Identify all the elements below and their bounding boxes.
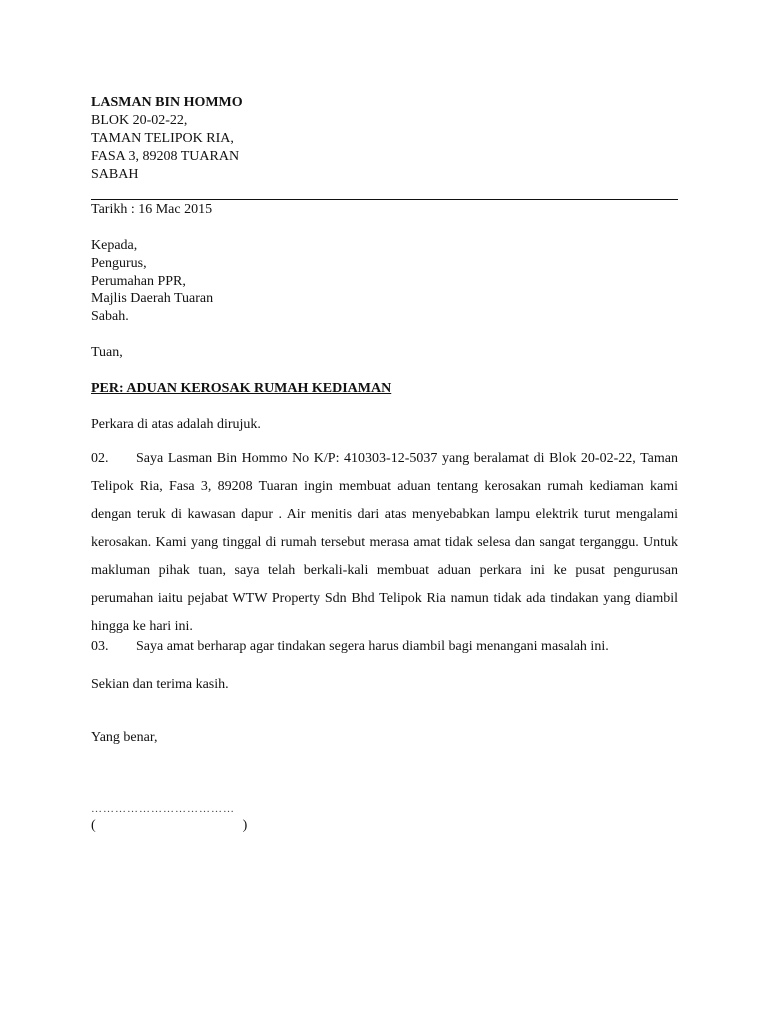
signature-line: ……………………………… (91, 803, 235, 815)
recipient-line-3: Perumahan PPR, (91, 274, 186, 289)
letter-date: Tarikh : 16 Mac 2015 (91, 202, 213, 217)
sender-address-line-1: BLOK 20-02-22, (91, 113, 188, 128)
recipient-line-2: Pengurus, (91, 256, 147, 271)
sender-address-line-4: SABAH (91, 167, 139, 182)
sender-address-line-3: FASA 3, 89208 TUARAN (91, 149, 240, 164)
recipient-line-4: Majlis Daerah Tuaran (91, 291, 214, 306)
name-placeholder: ( ) (91, 818, 248, 833)
paragraph-number: 03. (91, 639, 109, 654)
paragraph-number: 02. (91, 451, 109, 466)
closing-line: Sekian dan terima kasih. (91, 677, 229, 692)
header-divider (91, 199, 678, 200)
salutation: Tuan, (91, 345, 123, 360)
reference-line: Perkara di atas adalah dirujuk. (91, 417, 261, 432)
paragraph-03 (91, 633, 678, 661)
sender-address-line-2: TAMAN TELIPOK RIA, (91, 131, 234, 146)
recipient-line-5: Sabah. (91, 309, 129, 324)
letter-subject: PER: ADUAN KEROSAK RUMAH KEDIAMAN (91, 381, 392, 396)
paragraph-02 (91, 445, 678, 641)
paragraph-text: Saya Lasman Bin Hommo No K/P: 410303-12-5037 yang beralamat di Blok 20-02-22, Taman Telipok Ria, Fasa 3, 89208 Tuaran ingin membuat aduan tentang kerosakan rumah kediaman kami dengan teruk di kawasan dapur . Air menitis dari atas menyebabkan lampu elektrik turut mengalami kerosakan. Kami yang tinggal di rumah tersebut merasa amat tidak selesa dan sangat terganggu. Untuk makluman pihak tuan, saya telah berkali-kali membuat aduan perkara ini ke pusat pengurusan perumahan iaitu pejabat WTW Property Sdn Bhd Telipok Ria namun tidak ada tindakan yang diambil hingga ke hari ini. (91, 451, 678, 634)
sender-name: LASMAN BIN HOMMO (91, 95, 243, 110)
signoff: Yang benar, (91, 730, 158, 745)
recipient-line-1: Kepada, (91, 238, 138, 253)
paragraph-text: Saya amat berharap agar tindakan segera harus diambil bagi menangani masalah ini. (136, 639, 609, 654)
